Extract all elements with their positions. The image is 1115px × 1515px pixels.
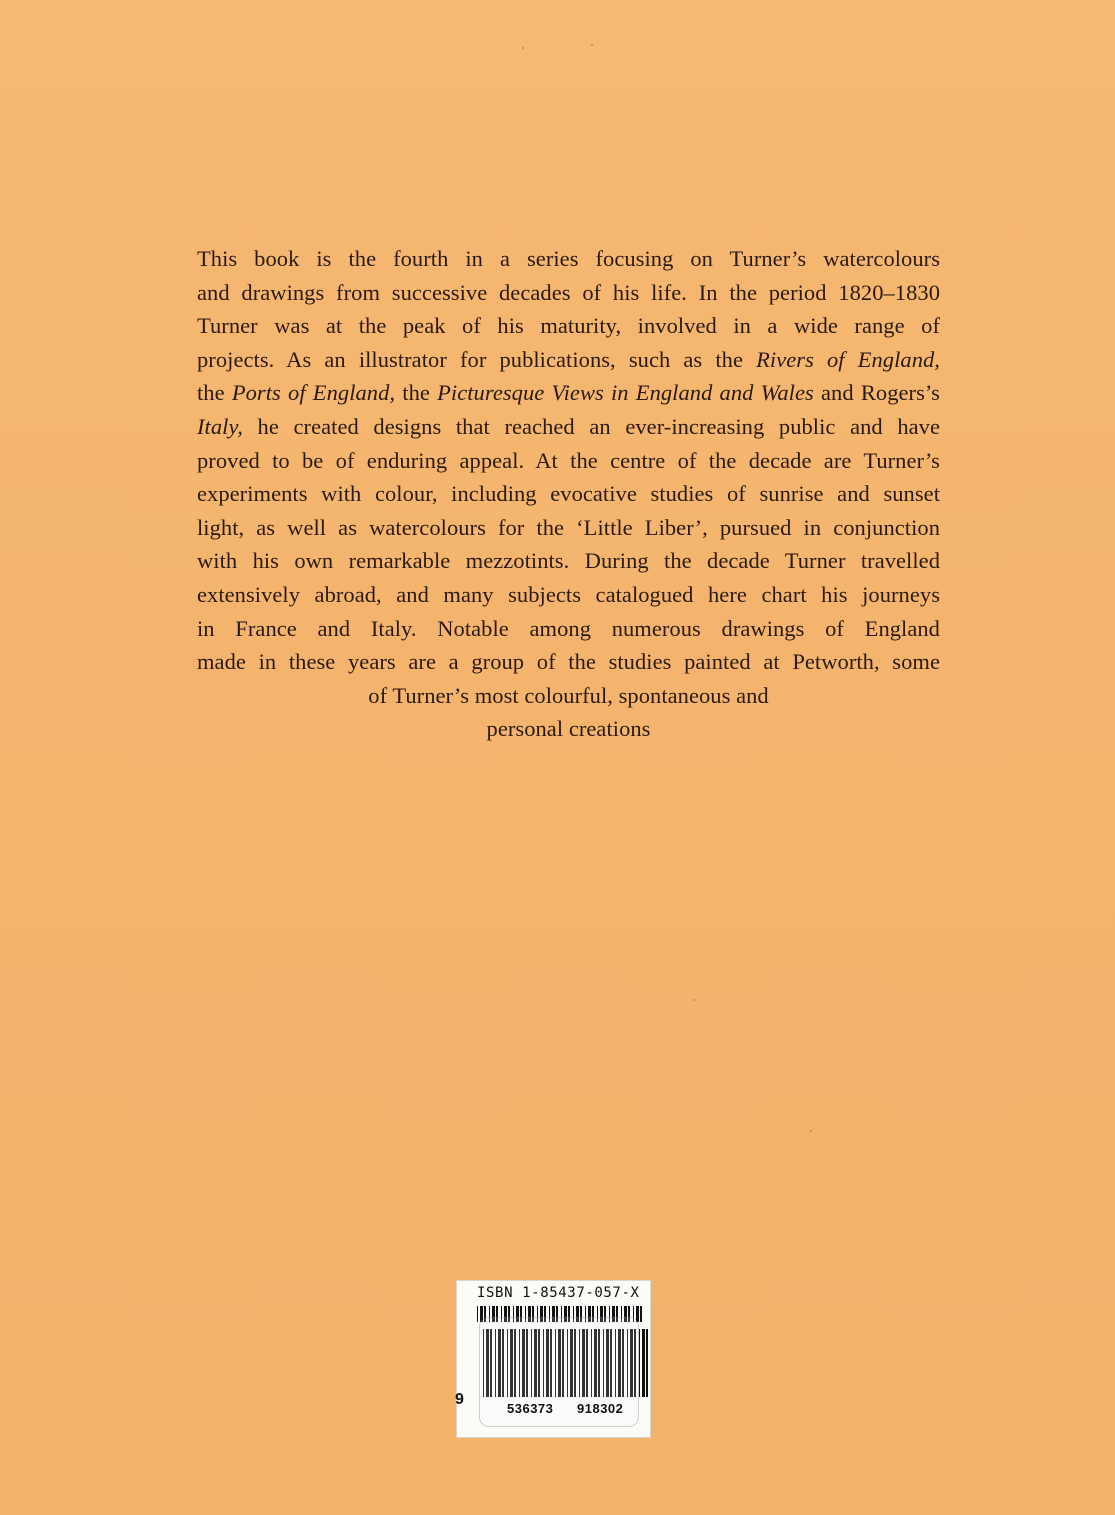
barcode-bar (630, 1329, 633, 1397)
blurb-line: with his own remarkable mezzotints. During the decade Turner travelled (197, 548, 940, 574)
barcode-bar (483, 1329, 484, 1397)
barcode-bar (597, 1306, 598, 1322)
barcode-bar (477, 1306, 478, 1322)
barcode-bar (592, 1306, 594, 1322)
barcode-bar (612, 1306, 615, 1322)
barcode-bar (636, 1306, 639, 1322)
barcode-bar (628, 1306, 630, 1322)
barcode-bar (510, 1329, 513, 1397)
barcode-bar (604, 1306, 606, 1322)
barcode-bar (508, 1306, 510, 1322)
barcode-bar (484, 1306, 486, 1322)
cover-blurb (197, 242, 940, 746)
barcode-bar (570, 1329, 573, 1397)
barcode-bar (634, 1329, 636, 1397)
barcode-bar (502, 1329, 504, 1397)
barcode-bar (564, 1306, 567, 1322)
barcode-digits-right: 918302 (577, 1401, 624, 1416)
blurb-line (197, 410, 940, 444)
barcode-bar (624, 1306, 627, 1322)
blurb-text: and Rogers’s (813, 380, 940, 406)
blurb-title-italic: Picturesque Views in England and Wales (437, 380, 814, 406)
barcode-bar (507, 1329, 508, 1397)
barcode-bar (640, 1306, 642, 1322)
barcode-bar (501, 1306, 502, 1322)
blurb-text: the (197, 380, 232, 406)
paper-speck (591, 44, 593, 46)
barcode-bar (609, 1306, 610, 1322)
barcode-digits-left: 536373 (507, 1401, 554, 1416)
barcode-bar (598, 1329, 600, 1397)
blurb-line: of Turner’s most colourful, spontaneous and (368, 682, 769, 708)
paper-speck (810, 1130, 812, 1132)
isbn-barcode-label (456, 1280, 651, 1438)
paper-speck (693, 999, 695, 1001)
isbn-number: ISBN 1-85437-057-X (477, 1285, 640, 1301)
barcode-bar (615, 1329, 616, 1397)
barcode-bar (639, 1329, 640, 1397)
blurb-line: made in these years are a group of the studies painted at Petworth, some (197, 649, 940, 675)
barcode-bar (580, 1306, 582, 1322)
blurb-text: he created designs that reached an ever-increasing public and have (242, 413, 940, 439)
barcode-bar (538, 1329, 540, 1397)
blurb-line: experiments with colour, including evocative studies of sunrise and sunset (197, 481, 940, 507)
barcode-bar (549, 1306, 550, 1322)
barcode-bar (585, 1306, 586, 1322)
barcode-bar (514, 1329, 516, 1397)
barcode-bar (616, 1306, 618, 1322)
barcode-bar (568, 1306, 570, 1322)
blurb-line: personal creations (486, 716, 651, 742)
blurb-line: This book is the fourth in a series focusing on Turner’s watercolours (197, 246, 940, 271)
blurb-line: in France and Italy. Notable among numerous drawings of England (197, 615, 940, 641)
barcode-bar (574, 1329, 576, 1397)
barcode-bar (526, 1329, 528, 1397)
blurb-line (197, 343, 940, 377)
barcode-bar (610, 1329, 612, 1397)
barcode-bar (504, 1306, 507, 1322)
barcode-bar (622, 1329, 624, 1397)
barcode-bar (550, 1329, 552, 1397)
blurb-title-italic: Italy, (197, 413, 243, 439)
barcode-bar (594, 1329, 597, 1397)
barcode-bar (492, 1306, 495, 1322)
barcode-bar (642, 1329, 645, 1397)
barcode-bar (528, 1306, 531, 1322)
barcode-bar (496, 1306, 498, 1322)
barcode-bar (573, 1306, 574, 1322)
paper-speck (522, 47, 524, 49)
blurb-title-italic: Rivers of England, (756, 346, 940, 372)
barcode-bar (562, 1329, 564, 1397)
blurb-line (197, 376, 940, 410)
barcode-bar (561, 1306, 562, 1322)
barcode-bar (576, 1306, 579, 1322)
barcode-bar (522, 1329, 525, 1397)
blurb-line: Turner was at the peak of his maturity, involved in a wide range of (197, 313, 940, 339)
barcode-bar (558, 1329, 561, 1397)
barcode-bar (544, 1306, 546, 1322)
barcode-bar (603, 1329, 604, 1397)
barcode-bar (520, 1306, 522, 1322)
barcode-bar (486, 1329, 489, 1397)
barcode-bar (532, 1306, 534, 1322)
barcode-bar (534, 1329, 537, 1397)
barcode-bar (586, 1329, 588, 1397)
blurb-text: the (395, 380, 438, 406)
barcode-bar (579, 1329, 580, 1397)
barcode-bar (537, 1306, 538, 1322)
barcode-bar (582, 1329, 585, 1397)
barcode-bar (627, 1329, 628, 1397)
barcode-bar (480, 1306, 483, 1322)
barcode-bar (495, 1329, 496, 1397)
barcode-bar (543, 1329, 544, 1397)
barcode-bar (621, 1306, 622, 1322)
blurb-line: light, as well as watercolours for the ‘Little Liber’, pursued in conjunction (197, 514, 940, 540)
barcode-bar (531, 1329, 532, 1397)
blurb-title-italic: Ports of England, (231, 380, 396, 406)
barcode-bar (646, 1329, 648, 1397)
barcode-bar (600, 1306, 603, 1322)
isbn-addon-barcode (477, 1306, 642, 1322)
blurb-line: proved to be of enduring appeal. At the centre of the decade are Turner’s (197, 447, 940, 473)
barcode-bar (555, 1329, 556, 1397)
barcode-lead-digit: 9 (455, 1391, 464, 1408)
barcode-bar (591, 1329, 592, 1397)
barcode-bar (606, 1329, 609, 1397)
blurb-text: projects. As an illustrator for publications, such as the (197, 346, 757, 372)
barcode-bar (519, 1329, 520, 1397)
blurb-line: and drawings from successive decades of his life. In the period 1820–1830 (197, 279, 940, 305)
barcode-bar (552, 1306, 555, 1322)
barcode-bar (525, 1306, 526, 1322)
barcode-bar (516, 1306, 519, 1322)
barcode-bar (490, 1329, 492, 1397)
barcode-bar (498, 1329, 501, 1397)
barcode-bar (567, 1329, 568, 1397)
blurb-line: extensively abroad, and many subjects catalogued here chart his journeys (197, 581, 940, 607)
barcode-bar (588, 1306, 591, 1322)
barcode-bar (618, 1329, 621, 1397)
barcode-bar (540, 1306, 543, 1322)
barcode-bar (546, 1329, 549, 1397)
barcode-bar (556, 1306, 558, 1322)
barcode-bar (633, 1306, 634, 1322)
barcode-bar (513, 1306, 514, 1322)
ean-barcode (483, 1329, 648, 1397)
barcode-bar (489, 1306, 490, 1322)
